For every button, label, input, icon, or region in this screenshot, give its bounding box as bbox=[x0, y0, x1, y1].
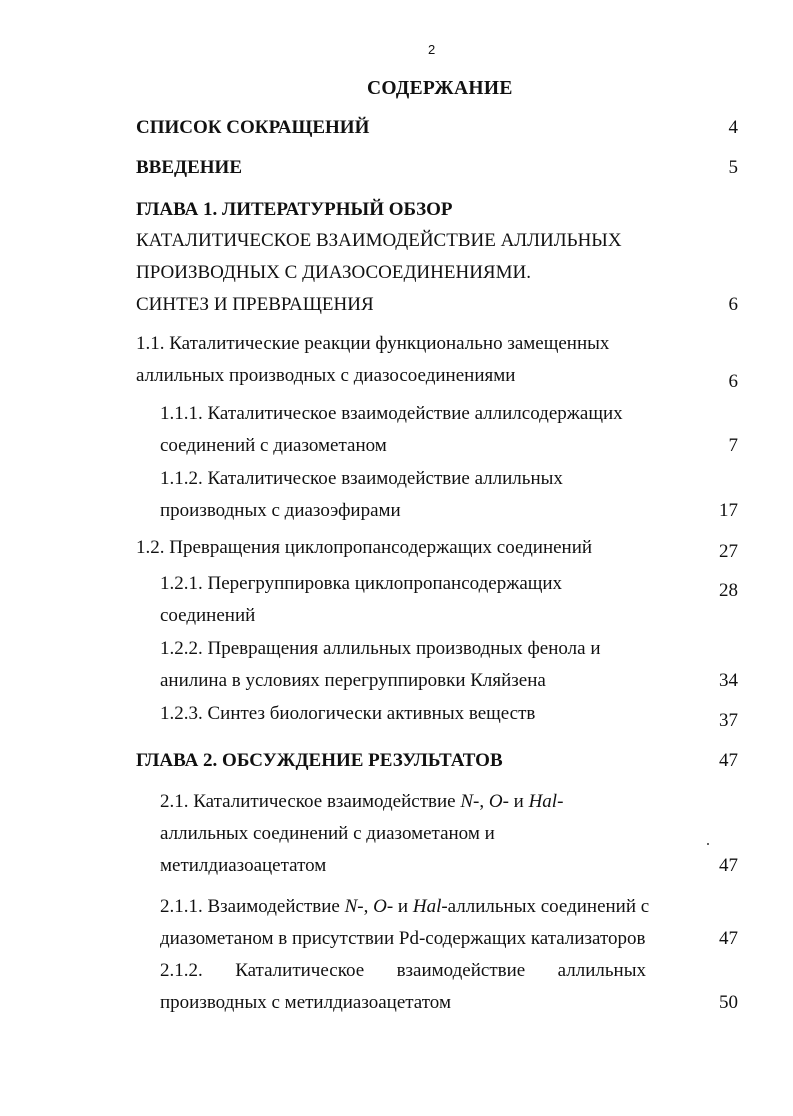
toc-section-2-1-2-line2: производных с метилдиазоацетатом bbox=[160, 992, 451, 1013]
toc-section-1-1-2-line2: производных с диазоэфирами bbox=[160, 500, 401, 521]
toc-section-2-1-1-line2: диазометаном в присутствии Pd-содержащих катализаторов bbox=[160, 928, 646, 949]
toc-chapter2-page: 47 bbox=[719, 750, 738, 771]
toc-section-2-1-2-line1: 2.1.2. Каталитическое взаимодействие аллильных bbox=[160, 960, 646, 981]
toc-section-1-1-line1: 1.1. Каталитические реакции функционально замещенных bbox=[136, 333, 610, 354]
toc-section-1-1-1-line2: соединений с диазометаном bbox=[160, 435, 387, 456]
toc-section-1-2-1-page: 28 bbox=[719, 580, 738, 601]
toc-section-1-2-2-page: 34 bbox=[719, 670, 738, 691]
toc-section-1-2-2-line2: анилина в условиях перегруппировки Кляйзена bbox=[160, 670, 546, 691]
page-number: 2 bbox=[428, 42, 436, 57]
toc-section-2-1-page: 47 bbox=[719, 855, 738, 876]
toc-chapter1-subtitle-1: КАТАЛИТИЧЕСКОЕ ВЗАИМОДЕЙСТВИЕ АЛЛИЛЬНЫХ bbox=[136, 230, 622, 251]
toc-introduction-page: 5 bbox=[728, 157, 738, 178]
toc-chapter1-subtitle-3: СИНТЕЗ И ПРЕВРАЩЕНИЯ bbox=[136, 294, 374, 315]
toc-chapter2-label: ГЛАВА 2. ОБСУЖДЕНИЕ РЕЗУЛЬТАТОВ bbox=[136, 750, 503, 771]
toc-section-2-1-line1: 2.1. Каталитическое взаимодействие N-, O- и Hal- bbox=[160, 791, 564, 812]
toc-introduction-label: ВВЕДЕНИЕ bbox=[136, 157, 242, 178]
toc-section-1-2-3-line1: 1.2.3. Синтез биологически активных веществ bbox=[160, 703, 536, 724]
toc-chapter1-label: ГЛАВА 1. ЛИТЕРАТУРНЫЙ ОБЗОР bbox=[136, 199, 453, 220]
toc-section-1-2-2-line1: 1.2.2. Превращения аллильных производных фенола и bbox=[160, 638, 601, 659]
toc-section-1-2-1-line1: 1.2.1. Перегруппировка циклопропансодержащих bbox=[160, 573, 563, 594]
toc-section-1-1-page: 6 bbox=[728, 371, 738, 392]
toc-chapter1-page: 6 bbox=[728, 294, 738, 315]
toc-chapter1-subtitle-2: ПРОИЗВОДНЫХ С ДИАЗОСОЕДИНЕНИЯМИ. bbox=[136, 262, 531, 283]
toc-section-1-2-3-page: 37 bbox=[719, 710, 738, 731]
toc-section-2-1-2-page: 50 bbox=[719, 992, 738, 1013]
toc-abbreviations-label: СПИСОК СОКРАЩЕНИЙ bbox=[136, 117, 370, 138]
toc-section-1-2-line1: 1.2. Превращения циклопропансодержащих соединений bbox=[136, 537, 593, 558]
toc-section-1-1-1-line1: 1.1.1. Каталитическое взаимодействие аллилсодержащих bbox=[160, 403, 623, 424]
toc-section-2-1-line3: метилдиазоацетатом bbox=[160, 855, 327, 876]
scan-speck bbox=[707, 843, 709, 845]
toc-section-1-2-1-line2: соединений bbox=[160, 605, 256, 626]
toc-section-1-1-2-line1: 1.1.2. Каталитическое взаимодействие аллильных bbox=[160, 468, 563, 489]
toc-section-1-2-page: 27 bbox=[719, 541, 738, 562]
toc-abbreviations-page: 4 bbox=[728, 117, 738, 138]
toc-section-1-1-2-page: 17 bbox=[719, 500, 738, 521]
toc-section-2-1-1-page: 47 bbox=[719, 928, 738, 949]
toc-section-2-1-1-line1: 2.1.1. Взаимодействие N-, O- и Hal-аллильных соединений с bbox=[160, 896, 650, 917]
toc-section-1-1-1-page: 7 bbox=[728, 435, 738, 456]
page-title: СОДЕРЖАНИЕ bbox=[367, 78, 513, 99]
toc-section-1-1-line2: аллильных производных с диазосоединениями bbox=[136, 365, 516, 386]
toc-section-2-1-line2: аллильных соединений с диазометаном и bbox=[160, 823, 495, 844]
